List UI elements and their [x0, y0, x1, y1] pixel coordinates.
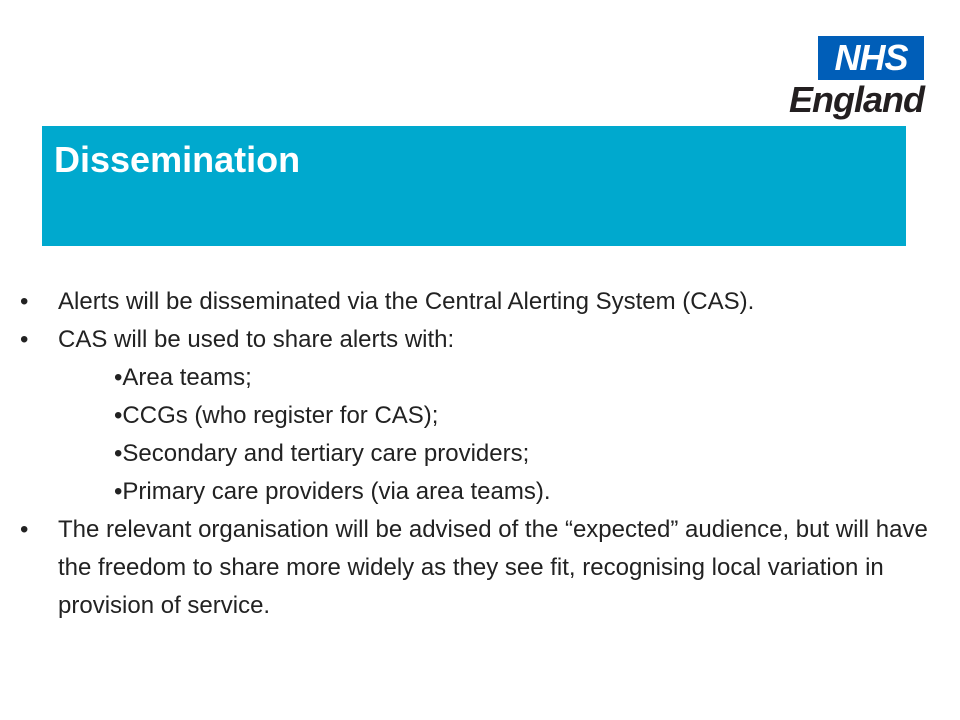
nhs-logo-box: NHS — [818, 36, 924, 80]
sub-bullet-item: •CCGs (who register for CAS); — [114, 402, 439, 429]
nhs-england-logo — [784, 36, 924, 120]
title-bar — [42, 126, 906, 246]
slide-content — [20, 283, 950, 625]
sub-bullet-item: •Primary care providers (via area teams). — [114, 478, 551, 505]
england-logo-text: England — [789, 79, 924, 120]
sub-bullet-item: •Area teams; — [114, 364, 252, 391]
slide-title: Dissemination — [54, 139, 301, 180]
bullet-text: Alerts will be disseminated via the Central Alerting System (CAS). — [58, 288, 755, 315]
bullet-item — [20, 283, 950, 321]
bullet-item — [20, 321, 950, 359]
bullet-text: CAS will be used to share alerts with: — [58, 326, 455, 353]
bullet-symbol: • — [20, 326, 29, 353]
sub-bullet-item: •Secondary and tertiary care providers; — [114, 440, 530, 467]
bullet-text: The relevant organisation will be advised of the “expected” audience, but will have the freedom to share more widely as they see fit, recognising local variation in provision of service. — [58, 516, 928, 619]
bullet-symbol: • — [20, 288, 29, 315]
bullet-symbol: • — [20, 516, 29, 543]
bullet-item — [20, 511, 950, 625]
